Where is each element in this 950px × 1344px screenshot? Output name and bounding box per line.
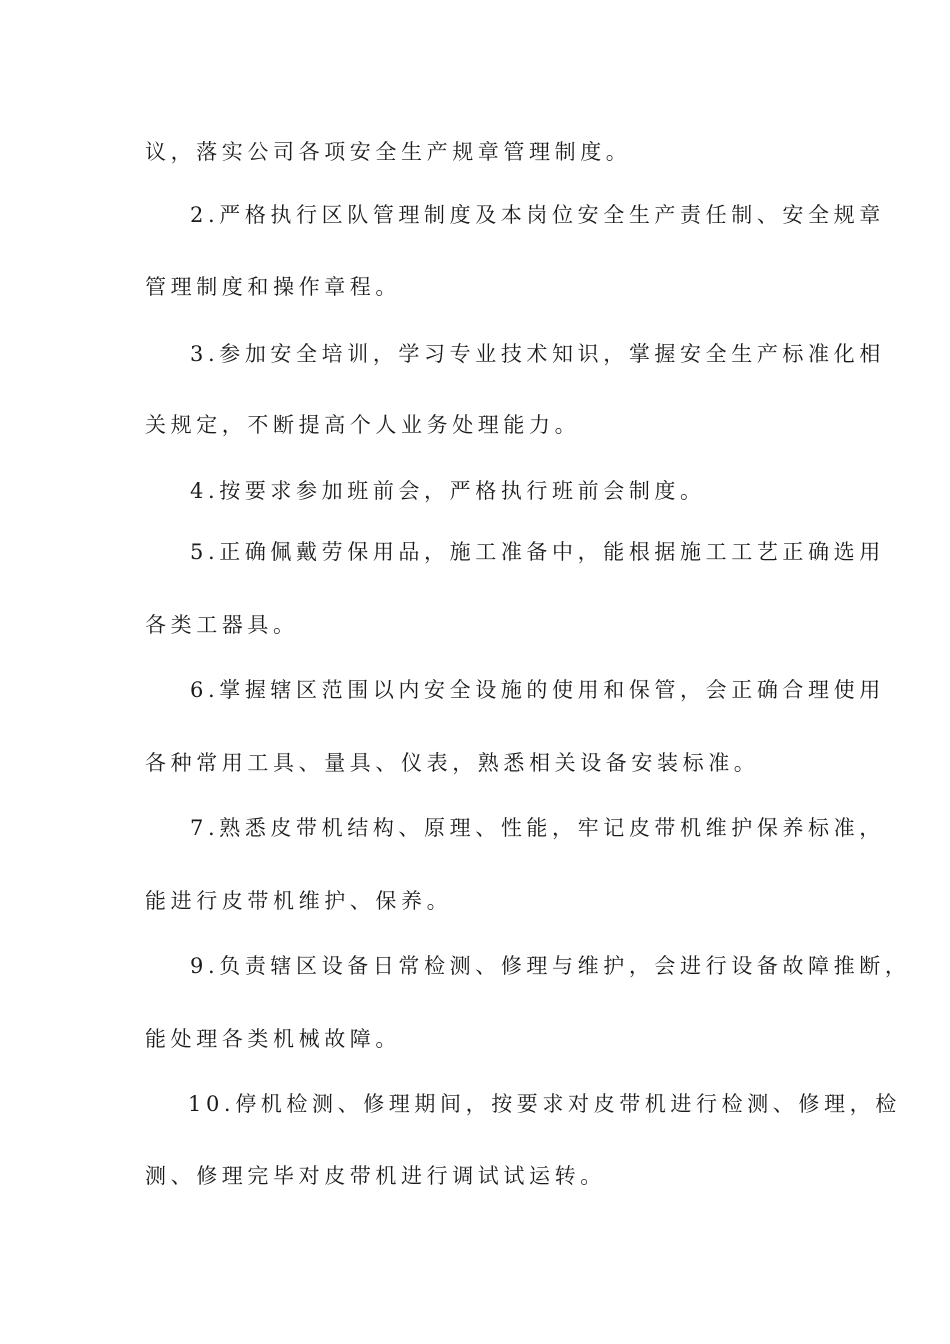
list-item-5-line-2: 各类工器具。 [145,613,299,637]
list-item-6-line-2: 各种常用工具、量具、仪表，熟悉相关设备安装标准。 [145,751,760,775]
list-item-7-line-1: 7.熟悉皮带机结构、原理、性能，牢记皮带机维护保养标准， [190,816,885,840]
list-item-3-line-2: 关规定，不断提高个人业务处理能力。 [145,413,581,437]
list-item-2-line-2: 管理制度和操作章程。 [145,275,401,299]
list-item-4: 4.按要求参加班前会，严格执行班前会制度。 [190,479,706,503]
list-item-9-line-2: 能处理各类机械故障。 [145,1027,401,1051]
list-item-10-line-2: 测、修理完毕对皮带机进行调试试运转。 [145,1164,606,1188]
text-line: 议，落实公司各项安全生产规章管理制度。 [145,140,632,164]
list-item-2-line-1: 2.严格执行区队管理制度及本岗位安全生产责任制、安全规章 [190,203,885,227]
list-item-9-line-1: 9.负责辖区设备日常检测、修理与维护，会进行设备故障推断， [190,954,911,978]
list-item-3-line-1: 3.参加安全培训，学习专业技术知识，掌握安全生产标准化相 [190,342,885,366]
list-item-7-line-2: 能进行皮带机维护、保养。 [145,889,453,913]
list-item-10-line-1: 10.停机检测、修理期间，按要求对皮带机进行检测、修理，检 [188,1092,901,1116]
list-item-5-line-1: 5.正确佩戴劳保用品，施工准备中，能根据施工工艺正确选用 [190,540,885,564]
list-item-6-line-1: 6.掌握辖区范围以内安全设施的使用和保管，会正确合理使用 [190,678,885,702]
